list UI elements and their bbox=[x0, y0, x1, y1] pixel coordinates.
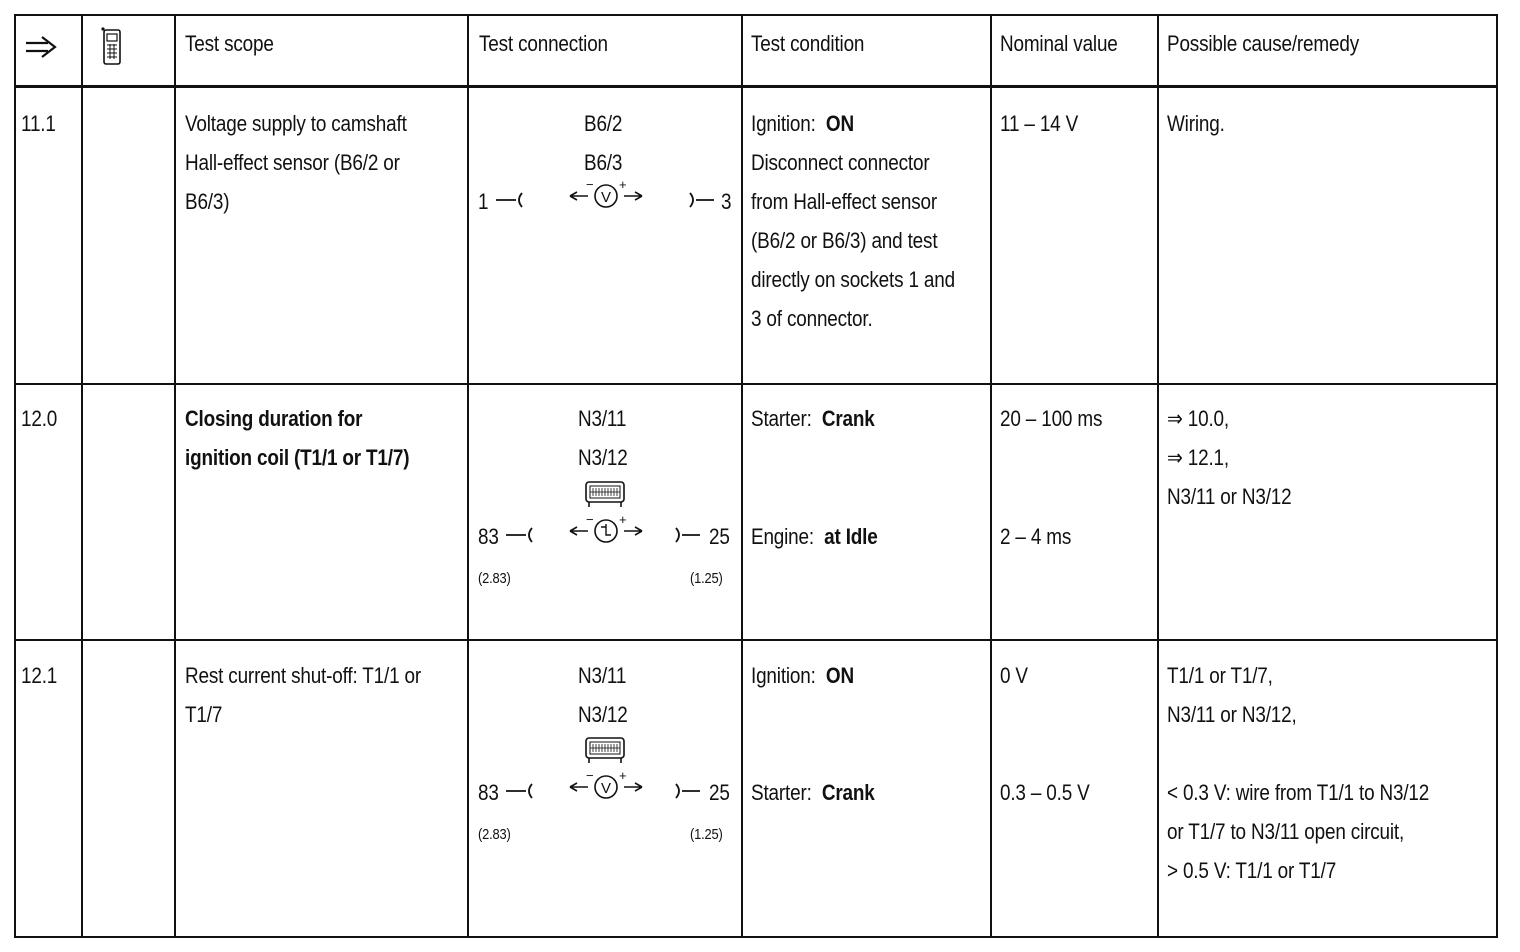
connection-right-pin: 25 bbox=[709, 524, 730, 549]
remedy-line: or T1/7 to N3/11 open circuit, bbox=[1167, 819, 1405, 844]
connection-component: N3/12 bbox=[578, 445, 628, 470]
connection-left-pin: 83 bbox=[478, 524, 499, 549]
svg-text:+: + bbox=[619, 515, 627, 527]
connection-component: B6/2 bbox=[584, 111, 623, 136]
row-divider bbox=[14, 639, 1498, 641]
possible-cause bbox=[1167, 773, 1429, 890]
condition-line: from Hall-effect sensor bbox=[751, 189, 938, 214]
possible-cause bbox=[1167, 656, 1297, 734]
remedy-line: < 0.3 V: wire from T1/1 to N3/12 bbox=[1167, 780, 1430, 805]
column-divider bbox=[81, 14, 83, 938]
header-test-scope: Test scope bbox=[185, 31, 274, 56]
step-number: 11.1 bbox=[21, 111, 56, 136]
test-condition bbox=[751, 773, 875, 812]
nominal-value: 2 – 4 ms bbox=[1000, 524, 1072, 549]
nominal-value: 0 V bbox=[1000, 663, 1028, 688]
condition-line: 3 of connector. bbox=[751, 306, 873, 331]
connection-right-alt-pin: (1.25) bbox=[690, 570, 723, 587]
column-divider bbox=[741, 14, 743, 938]
engine-analyzer-icon bbox=[584, 480, 628, 510]
connector-plug-icon bbox=[672, 525, 702, 545]
scope-line: B6/3) bbox=[185, 189, 230, 214]
condition-label: Ignition: bbox=[751, 111, 816, 136]
condition-line: (B6/2 or B6/3) and test bbox=[751, 228, 938, 253]
condition-value: ON bbox=[825, 111, 854, 136]
connection-left-alt-pin: (2.83) bbox=[478, 570, 511, 587]
remedy-line: > 0.5 V: T1/1 or T1/7 bbox=[1167, 858, 1337, 883]
svg-text:V: V bbox=[600, 189, 612, 206]
condition-value: Crank bbox=[821, 406, 875, 431]
header-divider bbox=[14, 85, 1498, 88]
test-scope bbox=[185, 399, 409, 477]
svg-text:−: − bbox=[586, 771, 594, 783]
connector-socket-icon bbox=[504, 781, 540, 801]
double-right-arrow-icon bbox=[24, 36, 58, 58]
connector-socket-icon bbox=[494, 190, 530, 210]
remedy-line: N3/11 or N3/12, bbox=[1167, 702, 1297, 727]
condition-line: directly on sockets 1 and bbox=[751, 267, 955, 292]
nominal-value: 20 – 100 ms bbox=[1000, 406, 1103, 431]
scope-line: Closing duration for bbox=[185, 406, 363, 431]
remedy-line: N3/11 or N3/12 bbox=[1167, 484, 1292, 509]
test-condition bbox=[751, 104, 955, 338]
svg-text:−: − bbox=[586, 515, 594, 527]
condition-line: Disconnect connector bbox=[751, 150, 930, 175]
possible-cause: Wiring. bbox=[1167, 111, 1225, 136]
condition-label: Starter: bbox=[751, 780, 812, 805]
dwell-meter-icon bbox=[568, 515, 644, 549]
scope-line: Rest current shut-off: T1/1 or bbox=[185, 663, 422, 688]
test-scope bbox=[185, 656, 421, 734]
svg-text:+: + bbox=[619, 180, 627, 192]
connection-left-pin: 83 bbox=[478, 780, 499, 805]
handheld-tester-icon bbox=[100, 26, 126, 68]
scope-line: Hall-effect sensor (B6/2 or bbox=[185, 150, 400, 175]
connector-plug-icon bbox=[672, 781, 702, 801]
connection-left-alt-pin: (2.83) bbox=[478, 826, 511, 843]
header-test-connection: Test connection bbox=[479, 31, 608, 56]
scope-line: Voltage supply to camshaft bbox=[185, 111, 407, 136]
condition-label: Engine: bbox=[751, 524, 814, 549]
column-divider bbox=[467, 14, 469, 938]
remedy-line: ⇒ 12.1, bbox=[1167, 445, 1229, 470]
connection-left-pin: 1 bbox=[478, 189, 489, 214]
nominal-value: 0.3 – 0.5 V bbox=[1000, 780, 1090, 805]
voltmeter-icon bbox=[568, 771, 644, 805]
engine-analyzer-icon bbox=[584, 736, 628, 766]
header-test-condition: Test condition bbox=[751, 31, 865, 56]
remedy-line: ⇒ 10.0, bbox=[1167, 406, 1229, 431]
connection-component: B6/3 bbox=[584, 150, 623, 175]
condition-label: Starter: bbox=[751, 406, 812, 431]
connection-component: N3/11 bbox=[578, 406, 627, 431]
test-condition bbox=[751, 399, 875, 438]
condition-value: ON bbox=[825, 663, 854, 688]
connection-right-alt-pin: (1.25) bbox=[690, 826, 723, 843]
nominal-value: 11 – 14 V bbox=[1000, 111, 1079, 136]
connector-plug-icon bbox=[686, 190, 716, 210]
test-scope bbox=[185, 104, 407, 221]
condition-value: at Idle bbox=[824, 524, 878, 549]
step-number: 12.1 bbox=[21, 663, 58, 688]
scope-line: ignition coil (T1/1 or T1/7) bbox=[185, 445, 410, 470]
svg-text:+: + bbox=[619, 771, 627, 783]
connection-component: N3/12 bbox=[578, 702, 628, 727]
row-divider bbox=[14, 383, 1498, 385]
header-possible-cause: Possible cause/remedy bbox=[1167, 31, 1359, 56]
svg-text:V: V bbox=[600, 780, 612, 797]
condition-label: Ignition: bbox=[751, 663, 816, 688]
condition-value: Crank bbox=[821, 780, 875, 805]
step-number: 12.0 bbox=[21, 406, 58, 431]
possible-cause bbox=[1167, 399, 1291, 516]
column-divider bbox=[174, 14, 176, 938]
svg-text:−: − bbox=[586, 180, 594, 192]
connector-socket-icon bbox=[504, 525, 540, 545]
remedy-line: T1/1 or T1/7, bbox=[1167, 663, 1273, 688]
column-divider bbox=[990, 14, 992, 938]
header-nominal-value: Nominal value bbox=[1000, 31, 1118, 56]
test-condition bbox=[751, 656, 854, 695]
column-divider bbox=[1157, 14, 1159, 938]
connection-right-pin: 3 bbox=[721, 189, 732, 214]
test-condition bbox=[751, 517, 878, 556]
scope-line: T1/7 bbox=[185, 702, 223, 727]
connection-component: N3/11 bbox=[578, 663, 627, 688]
connection-right-pin: 25 bbox=[709, 780, 730, 805]
voltmeter-icon bbox=[568, 180, 644, 214]
